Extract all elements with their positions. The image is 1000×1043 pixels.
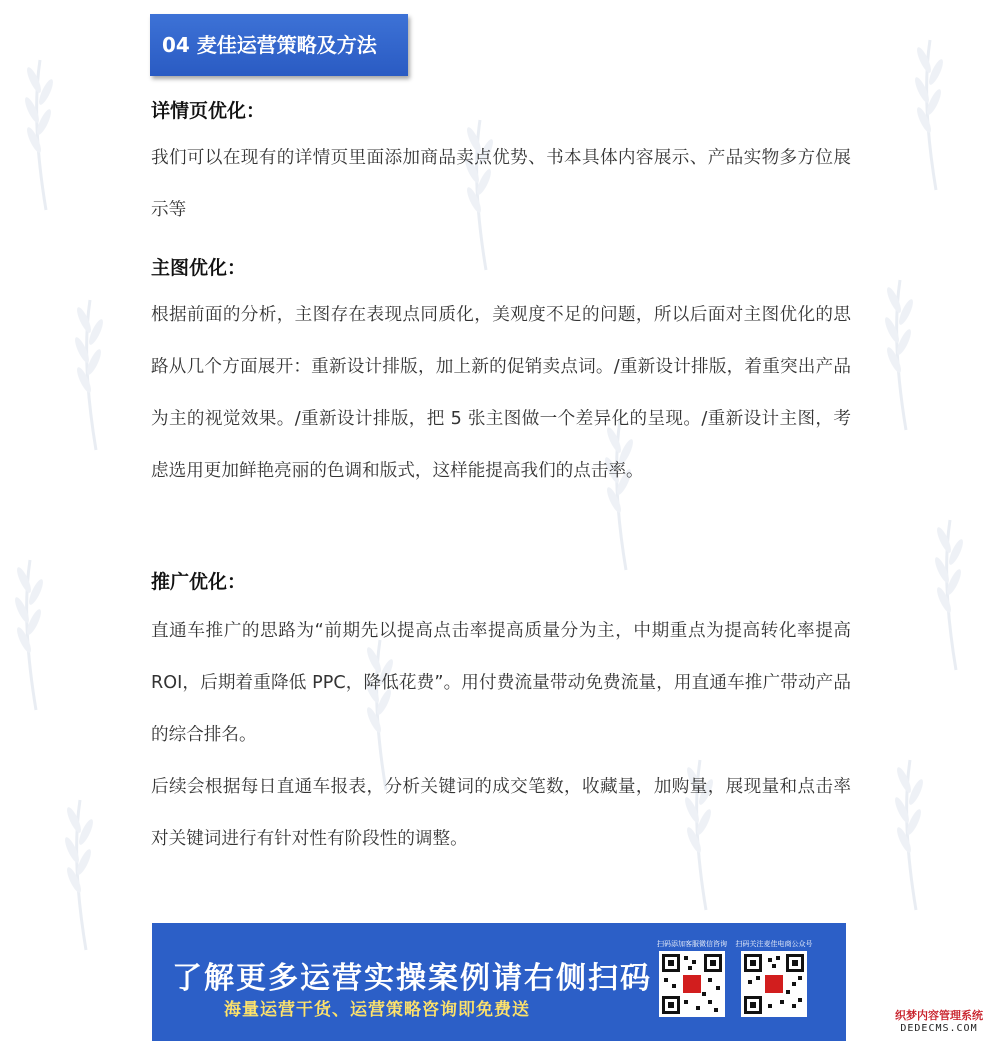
section-title: 04 麦佳运营策略及方法 [162,33,377,57]
promotion-text-2: 后续会根据每日直通车报表，分析关键词的成交笔数，收藏量，加购量，展现量和点击率对关键词进行有针对性有阶段性的调整。 [151,777,851,849]
qr-caption-official-account: 扫码关注麦佳电商公众号 [735,940,813,948]
qr-code-icon[interactable] [741,951,807,1017]
section-title-banner [150,14,408,76]
brand-logo-icon [765,975,783,993]
qr-caption-customer-service: 扫码添加客服微信咨询 [657,940,727,948]
watermark-line-1: 织梦内容管理系统 [895,1009,983,1022]
promotion-text-1: 直通车推广的思路为“前期先以提高点击率提高质量分为主，中期重点为提高转化率提高 ROI，后期着重降低 PPC，降低花费”。用付费流量带动免费流量，用直通车推广带动产品的综合排名。 [151,621,851,745]
qr-block-customer-service[interactable] [652,939,732,1017]
brand-logo-icon [683,975,701,993]
promo-title: 了解更多运营实操案例请右侧扫码 [172,961,652,996]
main-image-heading: 主图优化： [151,257,247,279]
main-image-text: 根据前面的分析，主图存在表现点同质化，美观度不足的问题，所以后面对主图优化的思路从几个方面展开：重新设计排版，加上新的促销卖点词。/重新设计排版，着重突出产品为主的视觉效果。/重新设计排版，把 5 张主图做一个差异化的呈现。/重新设计主图，考虑选用更加鲜艳亮丽的色调和版式，这样能提高我们的点击率。 [151,305,851,481]
detail-page-text: 我们可以在现有的详情页里面添加商品卖点优势、书本具体内容展示、产品实物多方位展示等 [151,148,851,220]
qr-code-icon[interactable] [659,951,725,1017]
promo-subtitle: 海量运营干货、运营策略咨询即免费送 [224,1000,530,1020]
promo-banner[interactable] [152,923,846,1041]
promotion-heading: 推广优化： [151,571,247,593]
qr-block-official-account[interactable] [734,939,814,1017]
site-watermark [880,1007,998,1034]
watermark-line-2: DEDECMS.COM [900,1023,978,1034]
detail-page-heading: 详情页优化： [151,100,266,122]
